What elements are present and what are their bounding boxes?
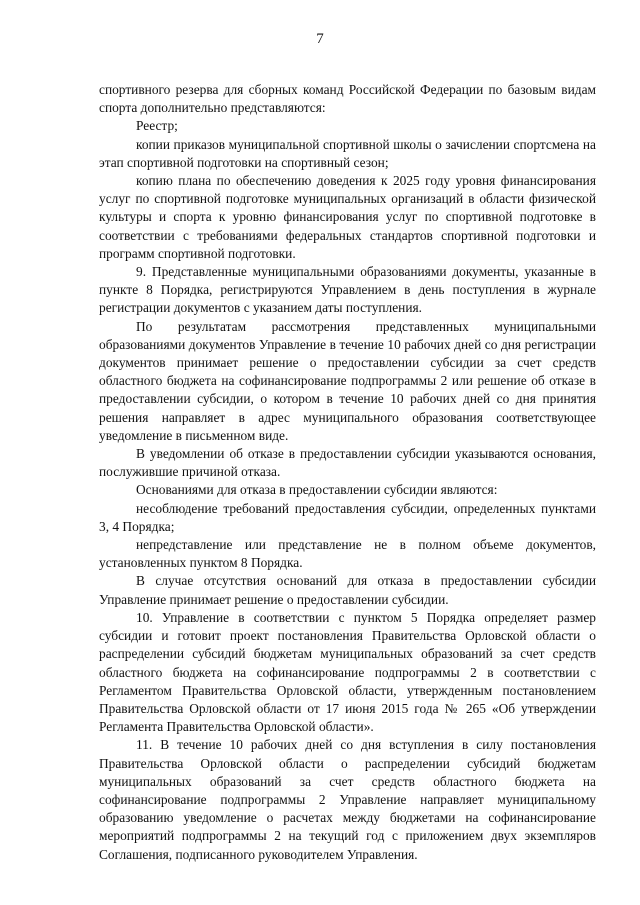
paragraph-grant-decision: В случае отсутствия оснований для отказа в предоставлении субсидии Управление принимает решение о предоставлении субсидии. bbox=[99, 573, 596, 607]
paragraph-item-11: 11. В течение 10 рабочих дней со дня вступления в силу постановления Правительства Орловской области о распределении субсидий бюджетам муниципальных образований за счет средств областного бюджета на софинансирование подпрограммы 2 Управление направляет муниципальному образованию уведомление о расчетах между бюджетами на софинансирование мероприятий подпрограммы 2 на текущий год с приложением двух экземпляров Соглашения, подписанного руководителем Управления. bbox=[99, 737, 596, 862]
paragraph-ground-missing-docs: непредставление или представление не в полном объеме документов, установленных пунктом 8 Порядка. bbox=[99, 537, 596, 571]
paragraph-order-copies: копии приказов муниципальной спортивной школы о зачислении спортсмена на этап спортивной подготовки на спортивный сезон; bbox=[99, 136, 596, 170]
paragraph-item-9: 9. Представленные муниципальными образованиями документы, указанные в пункте 8 Порядка, регистрируются Управлением в день поступления в журнале регистрации документов с указанием даты поступления. bbox=[99, 264, 596, 316]
paragraph-refusal-notice: В уведомлении об отказе в предоставлении субсидии указываются основания, послужившие причиной отказа. bbox=[99, 446, 596, 480]
paragraph-plan-copy: копию плана по обеспечению доведения к 2025 году уровня финансирования услуг по спортивной подготовке муниципальных организаций в области физической культуры и спорта к уровню финансирования услуг по спортивной подготовке в соответствии с требованиями федеральных стандартов спортивной подготовки и программ спортивной подготовки. bbox=[99, 173, 596, 261]
paragraph-review-results: По результатам рассмотрения представленных муниципальными образованиями документов Управление в течение 10 рабочих дней со дня регистрации документов принимает решение о предоставлении субсидии за счет средств областного бюджета на софинансирование подпрограммы 2 или решение об отказе в предоставлении субсидии, о котором в течение 10 рабочих дней со дня принятия решения направляет в адрес муниципального образования соответствующее уведомление в письменном виде. bbox=[99, 318, 596, 443]
paragraph-item-10: 10. Управление в соответствии с пунктом 5 Порядка определяет размер субсидии и готовит проект постановления Правительства Орловской области о распределении субсидий бюджетам муниципальных образований за счет средств областного бюджета на софинансирование подпрограммы 2 в соответствии с Регламентом Правительства Орловской области, утвержденным постановлением Правительства Орловской области от 17 июня 2015 года № 265 «Об утверждении Регламента Правительства Орловской области». bbox=[99, 609, 596, 735]
paragraph-refusal-grounds: Основаниями для отказа в предоставлении субсидии являются: bbox=[136, 482, 498, 498]
page-number: 7 bbox=[316, 31, 324, 47]
paragraph-ground-noncompliance: несоблюдение требований предоставления субсидии, определенных пунктами 3, 4 Порядка; bbox=[99, 500, 596, 534]
paragraph-continuation: спортивного резерва для сборных команд Российской Федерации по базовым видам спорта дополнительно представляются: bbox=[99, 82, 596, 116]
document-body bbox=[99, 81, 596, 864]
paragraph-registry: Реестр; bbox=[136, 118, 178, 134]
